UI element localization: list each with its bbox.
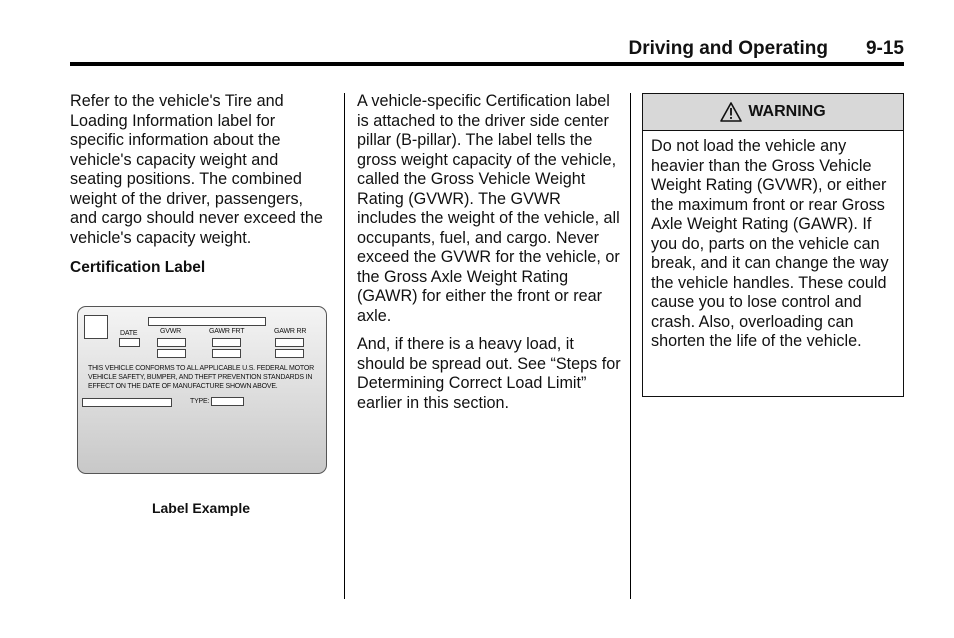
warning-title: WARNING <box>748 103 826 120</box>
type-field <box>211 397 244 406</box>
column-2 <box>357 92 621 422</box>
heavy-load-paragraph: And, if there is a heavy load, it should be spread out. See “Steps for Determining Correct Load Limit” earlier in this section. <box>357 335 621 412</box>
conformance-statement: THIS VEHICLE CONFORMS TO ALL APPLICABLE U.S. FEDERAL MOTOR VEHICLE SAFETY, BUMPER, AND THEFT PREVENTION STANDARDS IN EFFECT ON THE DATE OF MANUFACTURE SHOWN ABOVE. <box>88 365 314 390</box>
certification-label-illustration <box>77 306 327 474</box>
gvwr-field-2 <box>157 349 186 358</box>
warning-triangle-icon <box>720 102 742 122</box>
gawr-frt-field-1 <box>212 338 241 347</box>
warning-text: Do not load the vehicle any heavier than the Gross Vehicle Weight Rating (GVWR), or either the maximum front or rear Gross Axle Weight Rating (GAWR). If you do, parts on the vehicle can break, and it can change the way the vehicle handles. These could cause you to lose control and crash. Also, overloading can shorten the life of the vehicle. <box>651 137 889 350</box>
gawr-frt-field-2 <box>212 349 241 358</box>
gvwr-field-1 <box>157 338 186 347</box>
warning-box <box>642 93 904 397</box>
gvwr-label: GVWR <box>160 328 181 335</box>
column-1 <box>70 92 332 287</box>
date-label: DATE <box>120 330 138 337</box>
section-heading: Certification Label <box>70 259 206 276</box>
header-rule <box>70 62 904 66</box>
name-field <box>148 317 266 326</box>
date-field <box>119 338 140 347</box>
logo-box <box>84 315 108 339</box>
section-title: Driving and Operating <box>628 38 828 59</box>
column-divider-2 <box>630 93 631 599</box>
gawr-rr-field-1 <box>275 338 304 347</box>
type-label: TYPE: <box>190 398 210 405</box>
gawr-rr-field-2 <box>275 349 304 358</box>
figure-caption: Label Example <box>151 500 251 516</box>
intro-paragraph: Refer to the vehicle's Tire and Loading Information label for specific information about the vehicle's capacity weight and seating positions. The combined weight of the driver, passengers, and cargo should never exceed the vehicle's capacity weight. <box>70 92 323 247</box>
vin-field <box>82 398 172 407</box>
page-header <box>70 36 904 64</box>
gawr-frt-label: GAWR FRT <box>209 328 245 335</box>
page-number: 9-15 <box>865 38 904 59</box>
certification-paragraph: A vehicle-specific Certification label is attached to the driver side center pillar (B-pillar). The label tells the gross weight capacity of the vehicle, called the Gross Vehicle Weight Rating (GVWR). The GVWR includes the weight of the vehicle, all occupants, fuel, and cargo. Never exceed the GVWR for the vehicle, or the Gross Axle Weight Rating (GAWR) for either the front or rear axle. <box>357 92 620 325</box>
column-divider-1 <box>344 93 345 599</box>
warning-header <box>643 94 903 131</box>
gawr-rr-label: GAWR RR <box>274 328 307 335</box>
